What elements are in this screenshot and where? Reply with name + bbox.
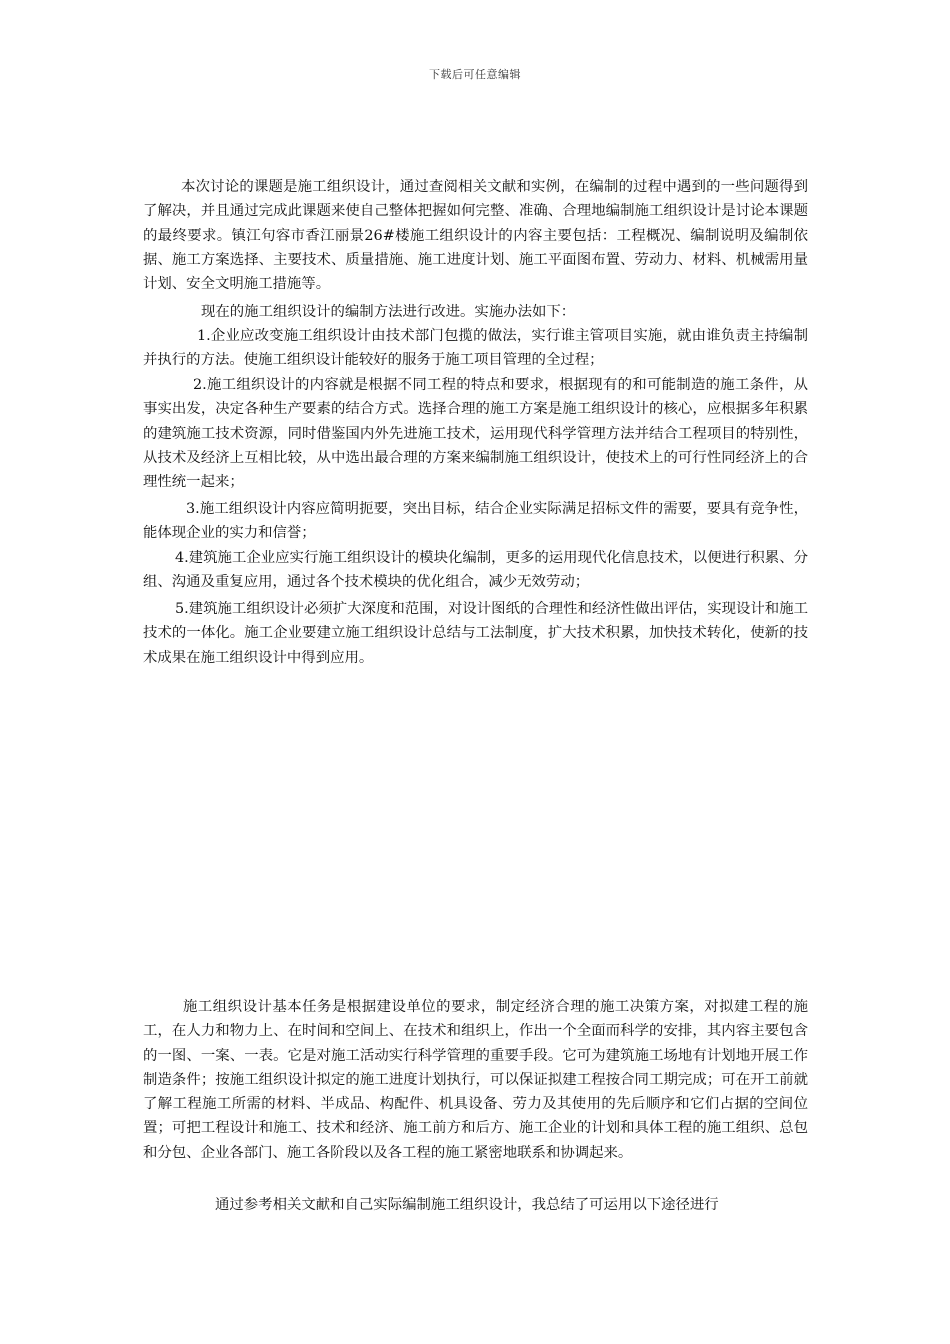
paragraph-item-2: 2.施工组织设计的内容就是根据不同工程的特点和要求，根据现有的和可能制造的施工条件，从事实出发，决定各种生产要素的结合方式。选择合理的施工方案是施工组织设计的核心，应根据多年积累的建筑施工技术资源，同时借鉴国内外先进施工技术，运用现代科学管理方法并结合工程项目的特别性，从技术及经济上互相比较，从中选出最合理的方案来编制施工组织设计，使技术上的可行性同经济上的合理性统一起来；	[143, 377, 808, 491]
paragraph-item-4: 4.建筑施工企业应实行施工组织设计的模块化编制，更多的运用现代化信息技术，以便进行积累、分组、沟通及重复应用，通过各个技术模块的优化组合，减少无效劳动；	[143, 550, 808, 591]
paragraph-summary-lead: 通过参考相关文献和自己实际编制施工组织设计，我总结了可运用以下途径进行	[215, 1197, 719, 1213]
paragraph-item-3: 3.施工组织设计内容应简明扼要，突出目标，结合企业实际满足招标文件的需要，要具有竞争性，能体现企业的实力和信誉；	[143, 501, 808, 542]
paragraph-item-1: 1.企业应改变施工组织设计由技术部门包揽的做法，实行谁主管项目实施，就由谁负责主持编制并执行的方法。使施工组织设计能较好的服务于施工项目管理的全过程；	[143, 328, 808, 369]
header-note: 下载后可任意编辑	[429, 68, 521, 81]
paragraph-item-5: 5.建筑施工组织设计必须扩大深度和范围，对设计图纸的合理性和经济性做出评估，实现设计和施工技术的一体化。施工企业要建立施工组织设计总结与工法制度，扩大技术积累，加快技术转化，使新的技术成果在施工组织设计中得到应用。	[143, 601, 808, 666]
paragraph-basic-task: 施工组织设计基本任务是根据建设单位的要求，制定经济合理的施工决策方案，对拟建工程的施工，在人力和物力上、在时间和空间上、在技术和组织上，作出一个全面而科学的安排，其内容主要包含的一图、一案、一表。它是对施工活动实行科学管理的重要手段。它可为建筑施工场地有计划地开展工作制造条件；按施工组织设计拟定的施工进度计划执行，可以保证拟建工程按合同工期完成；可在开工前就了解工程施工所需的材料、半成品、构配件、机具设备、劳力及其使用的先后顺序和它们占据的空间位置；可把工程设计和施工、技术和经济、施工前方和后方、施工企业的计划和具体工程的施工组织、总包和分包、企业各部门、施工各阶段以及各工程的施工紧密地联系和协调起来。	[143, 999, 808, 1161]
paragraph-improvement-lead: 现在的施工组织设计的编制方法进行改进。实施办法如下：	[201, 304, 576, 320]
paragraph-intro: 本次讨论的课题是施工组织设计，通过查阅相关文献和实例，在编制的过程中遇到的一些问题得到了解决，并且通过完成此课题来使自己整体把握如何完整、准确、合理地编制施工组织设计是讨论本课题的最终要求。镇江句容市香江丽景26#楼施工组织设计的内容主要包括：工程概况、编制说明及编制依据、施工方案选择、主要技术、质量措施、施工进度计划、施工平面图布置、劳动力、材料、机械需用量计划、安全文明施工措施等。	[143, 179, 808, 293]
